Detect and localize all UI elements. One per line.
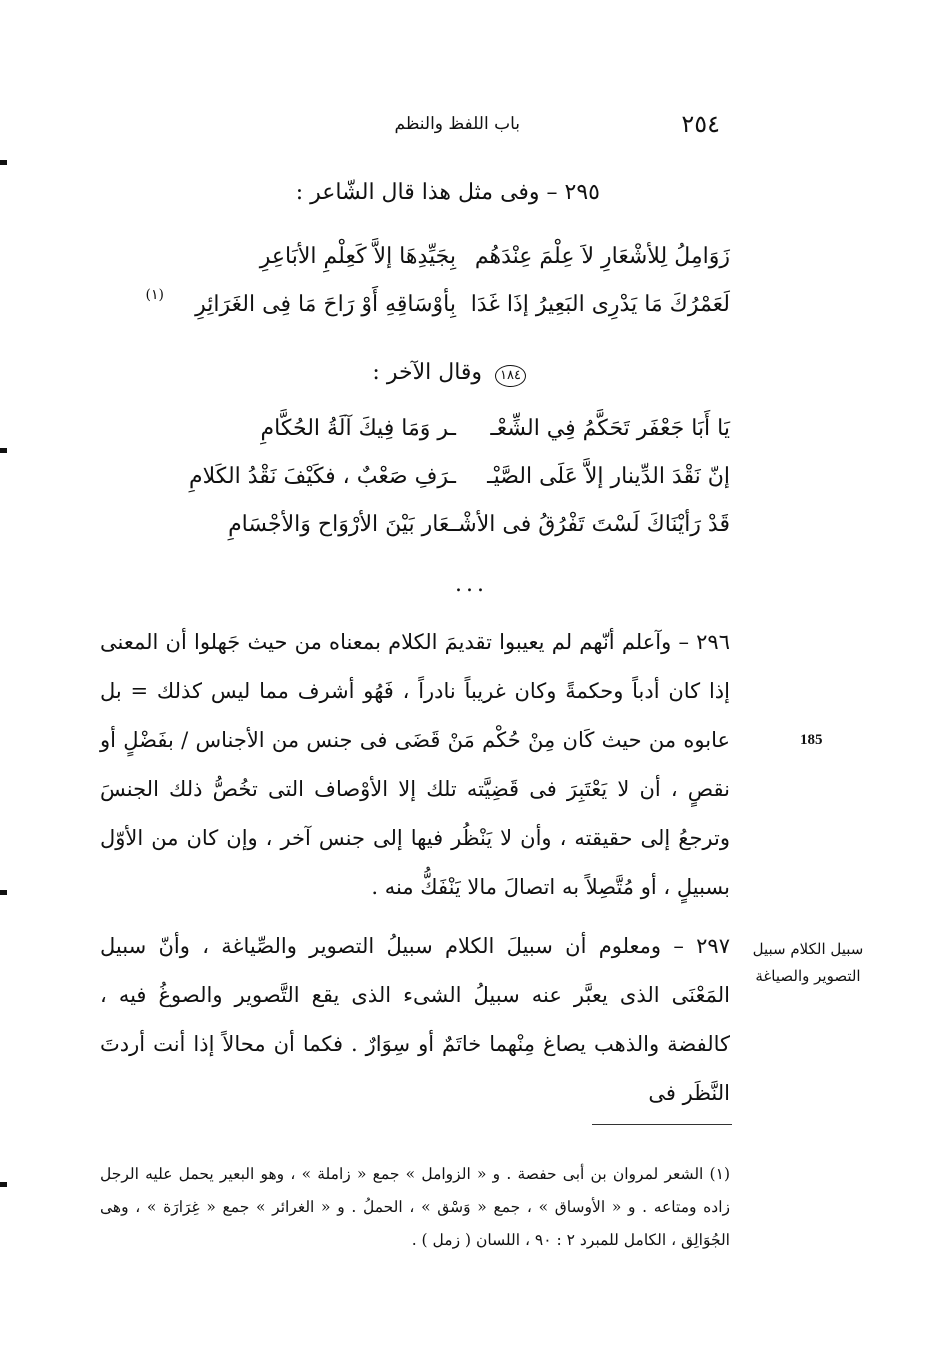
running-header [340,110,720,146]
page-number: ٢٥٤ [681,110,720,138]
verse-1-second-hemistich: بِجَيِّدِهَا إلاَّ كَعِلْمِ الأبَاعِرِ [259,244,456,269]
paragraph-text: ٢٩٦ – وآعلم أنّهم لم يعيبوا تقديمَ الكلام بمعناه من حيث جَهلوا أن المعنى إذا كان أدباً وحكمةً وكان غريباً نادراً ، فَهُو أشرف مما ليس كذلك = بل عابوه من حيث كَان مِنْ حُكْم مَنْ قَضَى فى جنس من الأجناس / بفَضْلٍ أو نقصٍ ، أن لا يَعْتَبِرَ فى قَضِيَّته تلك إلا الأوْصاف التى تخُصُّ ذلك الجنسَ وترجعُ إلى حقيقته ، وأن لا يَنْظُر فيها إلى جنس آخر ، وإن كان من الأوّل بسبيلٍ ، أو مُتَّصِلاً به اتصالَ مالا يَنْفَكُّ منه . [100,630,730,899]
section-marker-circle: ١٨٤ [495,365,526,387]
scan-edge-mark [0,890,7,895]
scan-edge-mark [0,448,7,453]
footnote-ref: (١) [145,287,164,303]
verse-5-first-hemistich: قَدْ رَأيْنَاكَ لَسْتَ تَفْرُقُ فى الأشْـ [451,512,730,537]
paragraph-text: ٢٩٧ – ومعلوم أن سبيلَ الكلام سبيلُ التصوير والصِّياغة ، وأنّ سبيل المَعْنَى الذى يعبَّر عنه سبيلُ الشىء الذى يقع التَّصوير والصوغُ فيه ، كالفضة والذهب يصاغ مِنْهما خاتَمٌ أو سِوَارٌ . فكما أن محالاً إذا أنت أردتَ النَّظَر فى [100,934,730,1105]
section-184-intro [372,360,526,387]
footnote-1: (١) الشعر لمروان بن أبى حفصة . و « الزوامل » جمع « زاملة » ، وهو البعير يحمل عليه الرجل زاده ومتاعه . و « الأوساق » ، جمع « وَسْق » ، الحملُ . و « الغرائر » جمع « غِرَارَة » ، وهى الجُوَالِق ، الكامل للمبرد ٢ : ٩٠ ، اللسان ( زمل ) . [100,1165,730,1249]
scan-edge-mark [0,1182,7,1187]
verse-3-second-hemistich: ـر وَمَا فِيكَ آلَةُ الحُكَّامِ [260,416,456,441]
paragraph-296 [100,618,730,912]
verse-5-second-hemistich: ـعَار بَيْنَ الأرْوَاح وَالأجْسَامِ [228,512,456,537]
chapter-title: باب اللفظ والنظم [394,114,520,134]
margin-note [752,936,864,990]
scan-edge-mark [0,160,7,165]
verse-4-second-hemistich: ـرَفِ صَعْبٌ ، فكَيْفَ نَقْدُ الكَلامِ [189,464,456,489]
paragraph-297 [100,922,730,1118]
verse-1-first-hemistich: زَوَامِلُ لِلأشْعَارِ لاَ عِلْمَ عِنْدَهُم [474,244,730,269]
section-separator: ... [455,572,488,597]
verse-2-second-hemistich: بِأوْسَاقِهِ أَوْ رَاحَ مَا فِى الغَرَائِرِ [195,292,456,317]
margin-note-line-1: سبيل الكلام سبيل [752,940,864,958]
margin-page-reference: 185 [800,732,823,748]
verse-2-first-hemistich: لَعَمْرُكَ مَا يَدْرِى البَعِيرُ إذَا غَدَا [470,292,730,317]
intro-text: وقال الآخر : [372,360,483,385]
verse-4-first-hemistich: إنّ نَقْدَ الدِّينار إلاَّ عَلَى الصَّيْـ [487,464,730,489]
section-295-intro: ٢٩٥ – وفى مثل هذا قال الشّاعر : [295,180,600,205]
footnotes [100,1158,730,1257]
margin-note-line-2: التصوير والصياغة [755,967,861,985]
footnote-rule [592,1124,732,1125]
verse-3-first-hemistich: يَا أَبَا جَعْفَر تَحَكَّمُ فِي الشِّعْـ [490,416,730,441]
